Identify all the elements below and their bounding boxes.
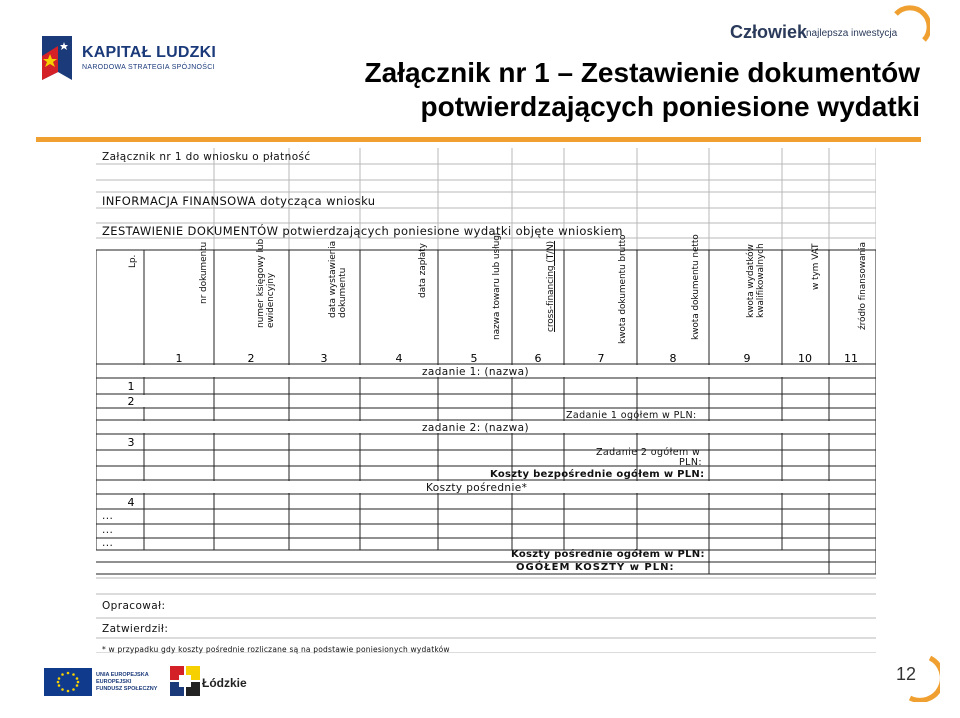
column-header-lp: Lp. bbox=[128, 254, 138, 268]
eu-text-line: EUROPEJSKI bbox=[96, 679, 132, 685]
column-header-eligible-amount: kwota wydatków kwalifikowalnych bbox=[746, 243, 766, 318]
direct-costs-total-label: Koszty bezpośrednie ogółem w PLN: bbox=[490, 469, 705, 480]
column-number: 7 bbox=[597, 352, 605, 365]
kapital-ludzki-title: KAPITAŁ LUDZKI bbox=[82, 44, 217, 61]
column-number: 2 bbox=[247, 352, 255, 365]
column-number: 4 bbox=[395, 352, 403, 365]
kapital-ludzki-flag-icon bbox=[36, 32, 76, 84]
indirect-costs-label: Koszty pośrednie* bbox=[426, 482, 528, 494]
section-financial-info: INFORMACJA FINANSOWA dotycząca wniosku bbox=[102, 194, 376, 208]
row-ellipsis: ... bbox=[102, 510, 114, 522]
orange-arc-icon bbox=[890, 4, 930, 44]
page-number: 12 bbox=[896, 664, 917, 684]
column-header-funding-source: źródło finansowania bbox=[858, 242, 868, 330]
column-number: 3 bbox=[320, 352, 328, 365]
attachment-label: Załącznik nr 1 do wniosku o płatność bbox=[102, 151, 311, 163]
column-number: 6 bbox=[534, 352, 542, 365]
page-title-line-1: Załącznik nr 1 – Zestawienie dokumentów bbox=[364, 57, 920, 88]
column-header-cross-financing: cross-financing (T/N) bbox=[546, 240, 556, 332]
task-1-total-label: Zadanie 1 ogółem w PLN: bbox=[566, 410, 697, 421]
eu-text-line: UNIA EUROPEJSKA bbox=[96, 672, 149, 678]
czlowiek-logo bbox=[724, 6, 924, 46]
indirect-costs-total-label: Koszty pośrednie ogółem w PLN: bbox=[511, 549, 705, 560]
row-number: 1 bbox=[127, 380, 135, 393]
column-header-issue-date: data wystawienia dokumentu bbox=[328, 240, 348, 318]
footnote: * w przypadku gdy koszty pośrednie rozliczane są na podstawie poniesionych wydatków bbox=[102, 645, 450, 654]
task-2-label: zadanie 2: (nazwa) bbox=[422, 422, 529, 434]
column-header-gross-amount: kwota dokumentu brutto bbox=[618, 234, 628, 344]
task-2-total-label-line-2: PLN: bbox=[679, 457, 702, 468]
task-2-total-label-line-1: Zadanie 2 ogółem w bbox=[596, 447, 701, 458]
row-ellipsis: ... bbox=[102, 524, 114, 536]
column-number: 10 bbox=[798, 352, 812, 365]
czlowiek-logo-main: Człowiek bbox=[730, 22, 808, 42]
approved-by-label: Zatwierdził: bbox=[102, 623, 169, 635]
page-title-line-2: potwierdzających poniesione wydatki bbox=[420, 91, 920, 122]
column-header-net-amount: kwota dokumentu netto bbox=[691, 234, 701, 340]
section-documents-list: ZESTAWIENIE DOKUMENTÓW potwierdzających poniesione wydatki objęte wnioskiem bbox=[102, 224, 623, 238]
column-number: 5 bbox=[470, 352, 478, 365]
lodzkie-label: Łódzkie bbox=[202, 676, 247, 690]
prepared-by-label: Opracował: bbox=[102, 600, 166, 612]
column-header-document-number: nr dokumentu bbox=[199, 241, 209, 304]
row-number: 3 bbox=[127, 436, 135, 449]
row-number: 4 bbox=[127, 496, 135, 509]
eu-text-line: FUNDUSZ SPOŁECZNY bbox=[96, 686, 158, 692]
task-1-label: zadanie 1: (nazwa) bbox=[422, 366, 529, 378]
column-header-item-name: nazwa towaru lub usługi bbox=[492, 232, 502, 340]
eu-text bbox=[96, 672, 166, 693]
row-number: 2 bbox=[127, 395, 135, 408]
column-header-payment-date: data zapłaty bbox=[418, 243, 428, 298]
lodzkie-logo-icon bbox=[170, 666, 200, 696]
grand-total-label: OGÓŁEM KOSZTY w PLN: bbox=[516, 562, 675, 573]
column-number: 11 bbox=[844, 352, 858, 365]
page-title bbox=[200, 56, 920, 124]
eu-flag-icon bbox=[44, 668, 92, 696]
row-ellipsis: ... bbox=[102, 537, 114, 549]
column-number: 9 bbox=[743, 352, 751, 365]
kapital-ludzki-subtitle: NARODOWA STRATEGIA SPÓJNOŚCI bbox=[82, 64, 215, 71]
column-header-accounting-number: numer księgowy lub ewidencyjny bbox=[256, 238, 276, 328]
column-header-vat: w tym VAT bbox=[811, 243, 821, 290]
financial-form-sheet bbox=[96, 148, 876, 660]
kapital-ludzki-logo bbox=[36, 30, 226, 90]
column-number: 1 bbox=[175, 352, 183, 365]
column-number: 8 bbox=[669, 352, 677, 365]
header-divider bbox=[36, 137, 921, 142]
czlowiek-logo-tagline: najlepsza inwestycja bbox=[806, 28, 898, 39]
